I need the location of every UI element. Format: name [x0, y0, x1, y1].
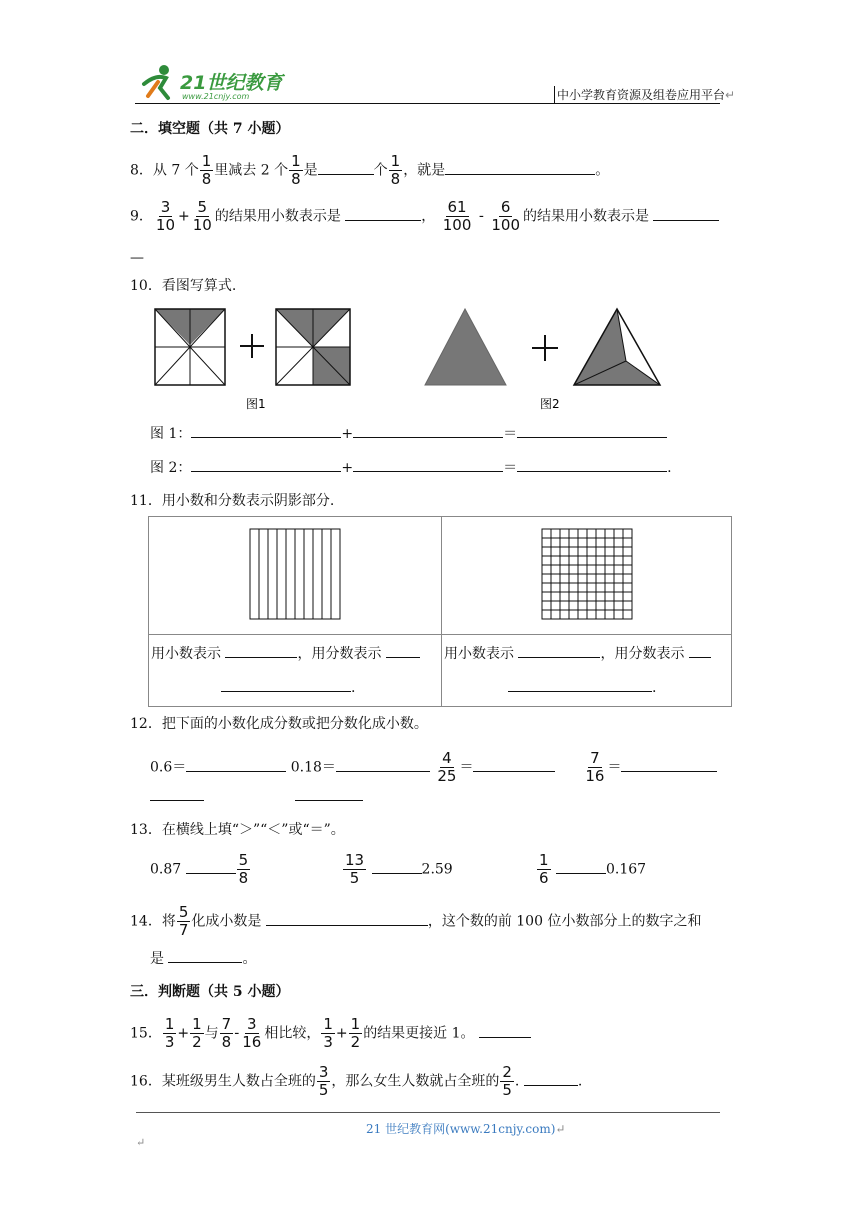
answer-blank[interactable] [508, 677, 652, 692]
answer-blank[interactable] [221, 677, 351, 692]
answer-blank[interactable] [517, 457, 667, 472]
answer-blank[interactable] [318, 160, 374, 175]
question-16: 16．某班级男生人数占全班的 $\frac{3}{5}$ ，那么女生人数就占全班的 $\frac{2}{5}$ . . [130, 1063, 583, 1099]
answer-blank[interactable] [353, 457, 503, 472]
q14-line-2: 是 。 [150, 948, 256, 969]
answer-blank[interactable] [150, 786, 204, 801]
footer-rule [136, 1112, 720, 1113]
q9-dash: — [130, 250, 144, 266]
answer-blank[interactable] [186, 859, 236, 874]
fraction: $\frac{5}{10}$ [192, 198, 212, 234]
q10-row-1: 图 1： + ＝ [150, 423, 667, 444]
fraction: $\frac{13}{5}$ [345, 851, 365, 887]
q11-answer-cell-right: 用小数表示 ，用分数表示 . [442, 635, 732, 707]
fraction: $\frac{6}{100}$ [491, 198, 520, 234]
answer-blank[interactable] [518, 643, 600, 658]
fraction: $\frac{1}{3}$ [323, 1015, 333, 1051]
fraction: $\frac{3}{10}$ [155, 198, 176, 234]
paragraph-mark: ↵ [136, 1136, 146, 1149]
fraction: $\frac{1}{3}$ [164, 1015, 175, 1051]
square-figure-1 [155, 309, 225, 385]
answer-blank[interactable] [479, 1023, 531, 1038]
fraction: $\frac{1}{8}$ [201, 152, 212, 188]
logo-url: www.21cnjy.com [182, 92, 250, 101]
header-platform: 中小学教育资源及组卷应用平台↵ [554, 86, 735, 103]
answer-blank[interactable] [445, 160, 595, 175]
question-15: 15． $\frac{1}{3}$ + $\frac{1}{2}$ 与 $\frac{7}{8}$ - $\frac{3}{16}$ 相比较， $\frac{1}{3}$ + $\frac{1}{2}$ 的结果更接近 1。 [130, 1016, 531, 1051]
fraction: $\frac{3}{5}$ [318, 1063, 329, 1099]
fraction: $\frac{5}{7}$ [178, 903, 189, 939]
question-9: 9． $\frac{3}{10}$ + $\frac{5}{10}$ 的结果用小数表示是 ， $\frac{61}{100}$ - $\frac{6}{100}$ 的结果用小数表示是 [130, 199, 719, 234]
fraction: $\frac{3}{16}$ [242, 1015, 262, 1051]
answer-blank[interactable] [386, 643, 420, 658]
runner-logo-icon [138, 62, 178, 102]
q13-item-b: $\frac{13}{5}$ 2.59 [345, 851, 453, 887]
q12-items: 0.6＝ 0.18＝ $\frac{4}{25}$ ＝ $\frac{7}{16}$ ＝ [150, 750, 717, 785]
q13-item-a: 0.87 $\frac{5}{8}$ [150, 851, 249, 887]
question-12: 12．把下面的小数化成分数或把分数化成小数。 [130, 716, 428, 732]
q10-figures [150, 306, 670, 412]
question-10: 10．看图写算式. [130, 278, 237, 294]
fraction: $\frac{7}{8}$ [221, 1015, 232, 1051]
answer-blank[interactable] [556, 859, 606, 874]
fraction: $\frac{5}{8}$ [238, 851, 249, 887]
answer-blank[interactable] [266, 911, 428, 926]
answer-blank[interactable] [225, 643, 297, 658]
section-title: 三．判断题（共 5 小题） [130, 984, 290, 1000]
question-8: 8．从 7 个 $\frac{1}{8}$ 里减去 2 个 $\frac{1}{8}$ 是 个 $\frac{1}{8}$ ，就是 。 [130, 152, 610, 188]
q13-item-c: $\frac{1}{6}$ 0.167 [539, 851, 647, 887]
answer-blank[interactable] [653, 206, 719, 221]
q11-table [148, 516, 732, 707]
logo-text: 21世纪教育 [180, 72, 283, 94]
question-14: 14．将 $\frac{5}{7}$ 化成小数是 ，这个数的前 100 位小数部分上的数字之和 [130, 903, 702, 939]
answer-blank[interactable] [191, 423, 341, 438]
answer-blank[interactable] [621, 757, 717, 772]
answer-blank[interactable] [345, 206, 421, 221]
fraction: $\frac{1}{8}$ [291, 152, 301, 188]
q11-figure-cell-left [149, 517, 442, 635]
plus-sign-1 [240, 334, 264, 358]
plus-sign-2 [532, 335, 558, 361]
question-13: 13．在横线上填“＞”“＜”或“＝”。 [130, 822, 345, 838]
tenths-grid [249, 528, 341, 620]
answer-blank[interactable] [336, 757, 430, 772]
answer-blank[interactable] [689, 643, 711, 658]
fraction: $\frac{1}{6}$ [539, 851, 549, 887]
footer-text: 21 世纪教育网(www.21cnjy.com)↵ [366, 1122, 566, 1136]
answer-blank[interactable] [295, 786, 363, 801]
fraction: $\frac{1}{2}$ [350, 1015, 361, 1051]
answer-blank[interactable] [191, 457, 341, 472]
answer-blank[interactable] [186, 757, 286, 772]
fraction: $\frac{1}{8}$ [390, 152, 401, 188]
fraction: $\frac{4}{25}$ [437, 749, 457, 785]
triangle-figure-2 [574, 309, 660, 385]
answer-blank[interactable] [517, 423, 667, 438]
q11-answer-cell-left: 用小数表示 ，用分数表示 . [149, 635, 442, 707]
q10-row-2: 图 2： + ＝ . [150, 457, 672, 478]
fraction: $\frac{7}{16}$ [585, 749, 605, 785]
triangle-figure-1 [425, 309, 506, 385]
question-11: 11．用小数和分数表示阴影部分. [130, 493, 335, 509]
answer-blank[interactable] [524, 1071, 578, 1086]
fraction: $\frac{2}{5}$ [502, 1063, 512, 1099]
fraction: $\frac{61}{100}$ [442, 198, 472, 234]
answer-blank[interactable] [353, 423, 503, 438]
section-title: 二．填空题（共 7 小题） [130, 121, 290, 137]
q11-figure-cell-right [442, 517, 732, 635]
fraction: $\frac{1}{2}$ [192, 1015, 202, 1051]
figure-label-2: 图2 [540, 397, 560, 411]
answer-blank[interactable] [473, 757, 555, 772]
figure-label-1: 图1 [246, 397, 266, 411]
header-rule [135, 103, 720, 104]
header-logo [138, 62, 288, 104]
answer-blank[interactable] [168, 948, 242, 963]
hundredths-grid [541, 528, 633, 620]
square-figure-2 [276, 309, 350, 385]
answer-blank[interactable] [372, 859, 422, 874]
